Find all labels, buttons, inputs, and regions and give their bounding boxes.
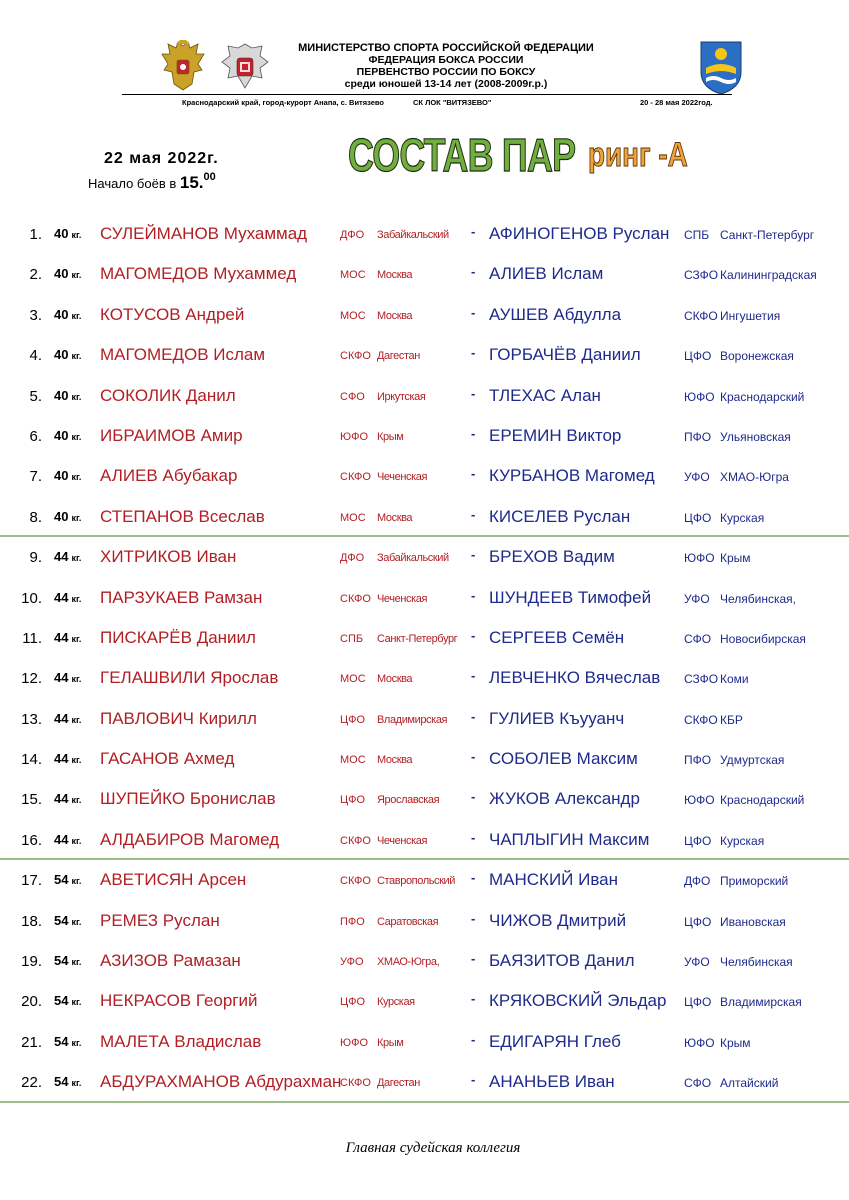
event-place: Краснодарский край, город-курорт Анапа, с. Витязево — [182, 98, 384, 107]
weight-class — [54, 1034, 81, 1049]
weight-class — [54, 913, 81, 928]
blue-corner-region: Краснодарский — [720, 793, 805, 808]
blue-corner-name: ЛЕВЧЕНКО Вячеслав — [489, 668, 661, 688]
weight-class — [54, 226, 81, 241]
weight-unit: кг. — [71, 957, 82, 968]
blue-corner-name: АУШЕВ Абдулла — [489, 304, 622, 324]
bout-number: 2. — [29, 266, 42, 284]
russia-coat-of-arms-icon — [160, 40, 206, 92]
red-corner-name: МАГОМЕДОВ Мухаммед — [100, 264, 297, 284]
red-corner-region: Забайкальский — [377, 552, 449, 565]
red-corner-district: МОС — [340, 269, 366, 282]
red-corner-name: МАГОМЕДОВ Ислам — [100, 345, 266, 365]
bout-row — [0, 860, 849, 900]
weight-value: 54 — [54, 912, 69, 928]
weight-value: 40 — [54, 387, 69, 403]
bout-row — [0, 295, 849, 335]
weight-unit: кг. — [71, 997, 82, 1008]
corner-separator: - — [471, 385, 476, 401]
red-corner-region: Ярославская — [377, 794, 440, 807]
blue-corner-region: Коми — [720, 672, 749, 687]
blue-corner-district: УФО — [684, 470, 710, 485]
bout-row — [0, 416, 849, 456]
bout-row — [0, 376, 849, 416]
red-corner-region: Ставропольский — [377, 875, 456, 888]
weight-class — [54, 347, 81, 362]
red-corner-name: ПАРЗУКАЕВ Рамзан — [100, 587, 263, 607]
red-corner-district: ЦФО — [340, 996, 366, 1009]
weight-class — [54, 590, 81, 605]
weight-value: 40 — [54, 226, 69, 241]
corner-separator: - — [471, 506, 476, 522]
red-corner-name: СУЛЕЙМАНОВ Мухаммад — [100, 224, 308, 243]
bout-number: 6. — [29, 427, 42, 445]
bout-row — [0, 981, 849, 1021]
weight-value: 54 — [54, 993, 69, 1009]
red-corner-region: Чеченская — [377, 834, 428, 847]
weight-unit: кг. — [71, 916, 82, 927]
red-corner-district: ЮФО — [340, 430, 369, 443]
org-line-age-group: среди юношей 13-14 лет (2008-2009г.р.) — [344, 78, 548, 90]
blue-corner-district: УФО — [684, 591, 710, 606]
blue-corner-region: Челябинская — [720, 955, 793, 970]
bout-number: 22. — [21, 1074, 42, 1092]
red-corner-district: ЦФО — [340, 794, 366, 807]
blue-corner-name: ЖУКОВ Александр — [489, 789, 640, 809]
bout-number: 12. — [21, 670, 42, 688]
red-corner-district: СКФО — [340, 592, 371, 605]
bout-row — [0, 578, 849, 618]
weight-value: 40 — [54, 508, 69, 524]
red-corner-region: Чеченская — [377, 592, 428, 605]
blue-corner-name: ТЛЕХАС Алан — [489, 385, 601, 405]
bout-number: 8. — [29, 508, 42, 526]
blue-corner-region: Челябинская, — [720, 591, 796, 606]
red-corner-district: УФО — [340, 956, 364, 969]
red-corner-region: Санкт-Петербург — [377, 632, 458, 645]
weight-class — [54, 791, 81, 806]
red-corner-district: СФО — [340, 390, 365, 403]
weight-unit: кг. — [71, 512, 82, 523]
red-corner-name: ХИТРИКОВ Иван — [100, 547, 237, 567]
blue-corner-district: СЗФО — [684, 268, 719, 283]
bout-number: 19. — [21, 953, 42, 971]
corner-separator: - — [471, 991, 476, 1007]
weight-class — [54, 832, 81, 847]
bout-number: 13. — [21, 710, 42, 728]
blue-corner-region: Владимирская — [720, 995, 802, 1010]
weight-value: 44 — [54, 751, 69, 767]
corner-separator: - — [471, 708, 476, 724]
weight-value: 54 — [54, 1074, 69, 1090]
blue-corner-district: ПФО — [684, 753, 712, 768]
weight-unit: кг. — [71, 1037, 82, 1048]
bout-number: 16. — [21, 831, 42, 849]
bout-number: 5. — [29, 387, 42, 405]
red-corner-region: Дагестан — [377, 1077, 420, 1090]
bout-number: 9. — [29, 549, 42, 567]
org-line-federation: ФЕДЕРАЦИЯ БОКСА РОССИИ — [368, 54, 524, 66]
red-corner-district: СКФО — [340, 1077, 371, 1090]
anapa-coat-of-arms-icon — [698, 38, 744, 96]
ring-label: ринг -А — [588, 136, 688, 174]
weight-value: 44 — [54, 791, 69, 807]
weight-unit: кг. — [71, 431, 82, 442]
bout-row — [0, 901, 849, 941]
bouts-table — [0, 214, 849, 1103]
blue-corner-district: ДФО — [684, 874, 711, 889]
start-time-minutes: 00 — [203, 171, 216, 183]
bout-row — [0, 214, 849, 254]
blue-corner-region: Краснодарский — [720, 389, 805, 404]
corner-separator: - — [471, 789, 476, 805]
weight-unit: кг. — [71, 674, 82, 685]
red-corner-name: ПАВЛОВИЧ Кирилл — [100, 708, 257, 728]
blue-corner-region: Удмуртская — [720, 753, 785, 768]
event-dates: 20 - 28 мая 2022год. — [640, 98, 713, 107]
red-corner-region: Забайкальский — [377, 229, 449, 241]
blue-corner-name: ЧАПЛЫГИН Максим — [489, 829, 650, 849]
red-corner-name: АВЕТИСЯН Арсен — [100, 870, 247, 890]
weight-unit: кг. — [71, 714, 82, 725]
start-time-prefix: Начало боёв в — [88, 176, 177, 191]
header-divider — [122, 94, 732, 95]
page-title: СОСТАВ ПАР — [348, 129, 576, 181]
red-corner-region: Москва — [377, 673, 413, 686]
corner-separator: - — [471, 1072, 476, 1088]
weight-class — [54, 953, 81, 968]
corner-separator: - — [471, 951, 476, 967]
blue-corner-name: СЕРГЕЕВ Семён — [489, 627, 625, 647]
blue-corner-region: Калининградская — [720, 268, 817, 283]
weight-unit: кг. — [71, 310, 82, 321]
event-venue: СК ЛОК "ВИТЯЗЕВО" — [413, 98, 492, 107]
blue-corner-region: Ульяновская — [720, 429, 791, 444]
red-corner-name: ГАСАНОВ Ахмед — [100, 749, 235, 769]
corner-separator: - — [471, 870, 476, 886]
red-corner-district: ПФО — [340, 915, 365, 928]
corner-separator: - — [471, 668, 476, 684]
bout-number: 15. — [21, 791, 42, 809]
bout-row — [0, 820, 849, 860]
red-corner-name: ГЕЛАШВИЛИ Ярослав — [100, 668, 279, 688]
blue-corner-name: СОБОЛЕВ Максим — [489, 749, 638, 769]
blue-corner-region: Ингушетия — [720, 308, 781, 323]
bout-number: 4. — [29, 347, 42, 365]
bout-row — [0, 1062, 849, 1102]
corner-separator: - — [471, 749, 476, 765]
blue-corner-name: ШУНДЕЕВ Тимофей — [489, 587, 652, 607]
blue-corner-district: СПБ — [684, 228, 710, 242]
red-corner-name: МАЛЕТА Владислав — [100, 1031, 262, 1051]
weight-class — [54, 509, 81, 524]
weight-value: 44 — [54, 710, 69, 726]
red-corner-name: НЕКРАСОВ Георгий — [100, 991, 258, 1011]
weight-value: 54 — [54, 953, 69, 969]
blue-corner-name: КУРБАНОВ Магомед — [489, 466, 655, 486]
blue-corner-name: МАНСКИЙ Иван — [489, 870, 619, 890]
weight-class — [54, 711, 81, 726]
red-corner-district: СКФО — [340, 350, 371, 363]
bout-number: 17. — [21, 872, 42, 890]
boxing-federation-emblem-icon — [218, 40, 272, 94]
blue-corner-district: ЦФО — [684, 995, 712, 1010]
red-corner-name: РЕМЕЗ Руслан — [100, 910, 220, 930]
red-corner-region: Москва — [377, 754, 413, 767]
weight-class — [54, 307, 81, 322]
blue-corner-district: ЦФО — [684, 914, 712, 929]
weight-value: 40 — [54, 427, 69, 443]
weight-class — [54, 1074, 81, 1089]
org-line-ministry: МИНИСТЕРСТВО СПОРТА РОССИЙСКОЙ ФЕДЕРАЦИИ — [298, 42, 594, 54]
red-corner-district: ЮФО — [340, 1036, 369, 1049]
blue-corner-district: ЮФО — [684, 551, 715, 566]
bout-number: 3. — [29, 306, 42, 324]
blue-corner-region: ХМАО-Югра — [720, 470, 789, 485]
weight-value: 44 — [54, 670, 69, 686]
red-corner-district: МОС — [340, 673, 366, 686]
weight-unit: кг. — [71, 593, 82, 604]
weight-value: 44 — [54, 629, 69, 645]
organizer-title — [276, 42, 616, 90]
red-corner-name: КОТУСОВ Андрей — [100, 304, 245, 324]
weight-value: 40 — [54, 347, 69, 363]
corner-separator: - — [471, 345, 476, 361]
weight-class — [54, 549, 81, 564]
red-corner-district: ДФО — [340, 229, 365, 241]
red-corner-district: ДФО — [340, 552, 365, 565]
blue-corner-region: Курская — [720, 510, 765, 525]
weight-unit: кг. — [71, 755, 82, 766]
corner-separator: - — [471, 304, 476, 320]
blue-corner-name: АФИНОГЕНОВ Руслан — [489, 224, 670, 243]
weight-class — [54, 266, 81, 281]
weight-unit: кг. — [71, 472, 82, 483]
blue-corner-region: КБР — [720, 712, 743, 727]
start-time — [88, 173, 216, 193]
blue-corner-name: ЕРЕМИН Виктор — [489, 425, 622, 445]
blue-corner-name: КРЯКОВСКИЙ Эльдар — [489, 991, 667, 1011]
weight-class — [54, 630, 81, 645]
weight-class — [54, 751, 81, 766]
bout-number: 1. — [29, 226, 42, 243]
red-corner-name: ПИСКАРЁВ Даниил — [100, 627, 256, 647]
red-corner-district: МОС — [340, 511, 366, 524]
blue-corner-region: Ивановская — [720, 914, 786, 929]
weight-value: 54 — [54, 872, 69, 888]
bout-number: 14. — [21, 751, 42, 769]
red-corner-region: Владимирская — [377, 713, 448, 726]
blue-corner-name: ГОРБАЧЁВ Даниил — [489, 345, 641, 365]
red-corner-district: СКФО — [340, 875, 371, 888]
weight-class — [54, 872, 81, 887]
blue-corner-district: ЮФО — [684, 793, 715, 808]
bout-row — [0, 739, 849, 779]
red-corner-region: Чеченская — [377, 471, 428, 484]
red-corner-name: СОКОЛИК Данил — [100, 385, 236, 405]
document-header — [0, 0, 849, 110]
weight-class — [54, 388, 81, 403]
blue-corner-region: Новосибирская — [720, 631, 806, 646]
bout-row — [0, 941, 849, 981]
corner-separator: - — [471, 627, 476, 643]
red-corner-region: Москва — [377, 511, 413, 524]
red-corner-district: МОС — [340, 754, 366, 767]
footer-signature: Главная судейская коллегия — [345, 1140, 521, 1156]
blue-corner-region: Крым — [720, 1035, 751, 1050]
red-corner-region: Иркутская — [377, 390, 426, 403]
blue-corner-district: СФО — [684, 1076, 712, 1091]
blue-corner-district: СЗФО — [684, 672, 719, 687]
red-corner-district: ЦФО — [340, 713, 366, 726]
red-corner-name: АЗИЗОВ Рамазан — [100, 951, 241, 971]
weight-value: 44 — [54, 549, 69, 565]
blue-corner-district: ЮФО — [684, 1035, 715, 1050]
bout-row — [0, 658, 849, 698]
weight-unit: кг. — [71, 230, 82, 240]
bout-number: 18. — [21, 912, 42, 930]
weight-value: 44 — [54, 589, 69, 605]
red-corner-name: ШУПЕЙКО Бронислав — [100, 789, 276, 809]
blue-corner-name: ЕДИГАРЯН Глеб — [489, 1031, 621, 1051]
red-corner-region: Москва — [377, 269, 413, 282]
weight-class — [54, 468, 81, 483]
bout-number: 7. — [29, 468, 42, 486]
red-corner-region: Крым — [377, 1036, 404, 1049]
weight-unit: кг. — [71, 391, 82, 402]
red-corner-name: СТЕПАНОВ Всеслав — [100, 506, 265, 526]
blue-corner-district: ЦФО — [684, 833, 712, 848]
blue-corner-region: Приморский — [720, 874, 789, 889]
red-corner-region: Курская — [377, 996, 415, 1009]
weight-value: 54 — [54, 1033, 69, 1049]
bout-number: 10. — [21, 589, 42, 607]
bout-number: 20. — [21, 993, 42, 1011]
bout-row — [0, 618, 849, 658]
blue-corner-region: Курская — [720, 833, 765, 848]
red-corner-district: СКФО — [340, 471, 371, 484]
blue-corner-name: БРЕХОВ Вадим — [489, 547, 615, 567]
red-corner-region: Москва — [377, 309, 413, 322]
red-corner-region: Саратовская — [377, 915, 439, 928]
red-corner-name: АЛДАБИРОВ Магомед — [100, 829, 280, 849]
weight-value: 40 — [54, 266, 69, 282]
blue-corner-name: КИСЕЛЕВ Руслан — [489, 506, 631, 526]
red-corner-name: ИБРАИМОВ Амир — [100, 425, 243, 445]
weight-unit: кг. — [71, 270, 82, 281]
red-corner-district: МОС — [340, 309, 366, 322]
corner-separator: - — [471, 547, 476, 563]
weight-class — [54, 993, 81, 1008]
weight-unit: кг. — [71, 351, 82, 362]
blue-corner-district: УФО — [684, 955, 710, 970]
weight-value: 40 — [54, 468, 69, 484]
weight-unit: кг. — [71, 1078, 82, 1089]
bout-row — [0, 699, 849, 739]
corner-separator: - — [471, 829, 476, 845]
bout-date: 22 мая 2022г. — [104, 150, 219, 167]
weight-unit: кг. — [71, 633, 82, 644]
red-corner-region: Крым — [377, 430, 404, 443]
blue-corner-district: СКФО — [684, 308, 718, 323]
blue-corner-name: ЧИЖОВ Дмитрий — [489, 910, 627, 930]
red-corner-region: ХМАО-Югра, — [377, 956, 440, 969]
blue-corner-region: Воронежская — [720, 349, 794, 364]
bout-row — [0, 779, 849, 819]
corner-separator: - — [471, 466, 476, 482]
blue-corner-name: ГУЛИЕВ Къууанч — [489, 708, 625, 728]
blue-corner-region: Крым — [720, 551, 751, 566]
corner-separator: - — [471, 264, 476, 280]
bout-row — [0, 456, 849, 496]
weight-unit: кг. — [71, 835, 82, 846]
red-corner-region: Дагестан — [377, 350, 420, 363]
corner-separator: - — [471, 910, 476, 926]
blue-corner-region: Алтайский — [720, 1076, 779, 1091]
red-corner-district: СКФО — [340, 834, 371, 847]
red-corner-name: АБДУРАХМАНОВ Абдурахман — [100, 1072, 342, 1092]
blue-corner-district: ЦФО — [684, 349, 712, 364]
start-time-hour: 15. — [179, 173, 204, 192]
weight-class — [54, 428, 81, 443]
blue-corner-name: БАЯЗИТОВ Данил — [489, 951, 635, 971]
bout-row — [0, 254, 849, 294]
blue-corner-district: ПФО — [684, 429, 712, 444]
red-corner-name: АЛИЕВ Абубакар — [100, 466, 238, 486]
blue-corner-district: ЮФО — [684, 389, 715, 404]
blue-corner-region: Санкт-Петербург — [720, 228, 815, 242]
bout-number: 21. — [21, 1033, 42, 1051]
corner-separator: - — [471, 425, 476, 441]
blue-corner-district: ЦФО — [684, 510, 712, 525]
bout-row — [0, 1022, 849, 1062]
weight-value: 44 — [54, 831, 69, 847]
weight-value: 40 — [54, 306, 69, 322]
org-line-championship: ПЕРВЕНСТВО РОССИИ ПО БОКСУ — [356, 66, 536, 78]
bout-number: 11. — [22, 629, 42, 647]
blue-corner-district: СФО — [684, 631, 712, 646]
corner-separator: - — [471, 587, 476, 603]
weight-unit: кг. — [71, 553, 82, 564]
blue-corner-name: АНАНЬЕВ Иван — [489, 1072, 615, 1092]
bout-row — [0, 497, 849, 537]
red-corner-district: СПБ — [340, 632, 364, 645]
corner-separator: - — [471, 224, 476, 239]
weight-unit: кг. — [71, 795, 82, 806]
weight-class — [54, 670, 81, 685]
blue-corner-district: СКФО — [684, 712, 718, 727]
bout-row — [0, 335, 849, 375]
bout-row — [0, 537, 849, 577]
weight-unit: кг. — [71, 876, 82, 887]
corner-separator: - — [471, 1031, 476, 1047]
blue-corner-name: АЛИЕВ Ислам — [489, 264, 604, 284]
